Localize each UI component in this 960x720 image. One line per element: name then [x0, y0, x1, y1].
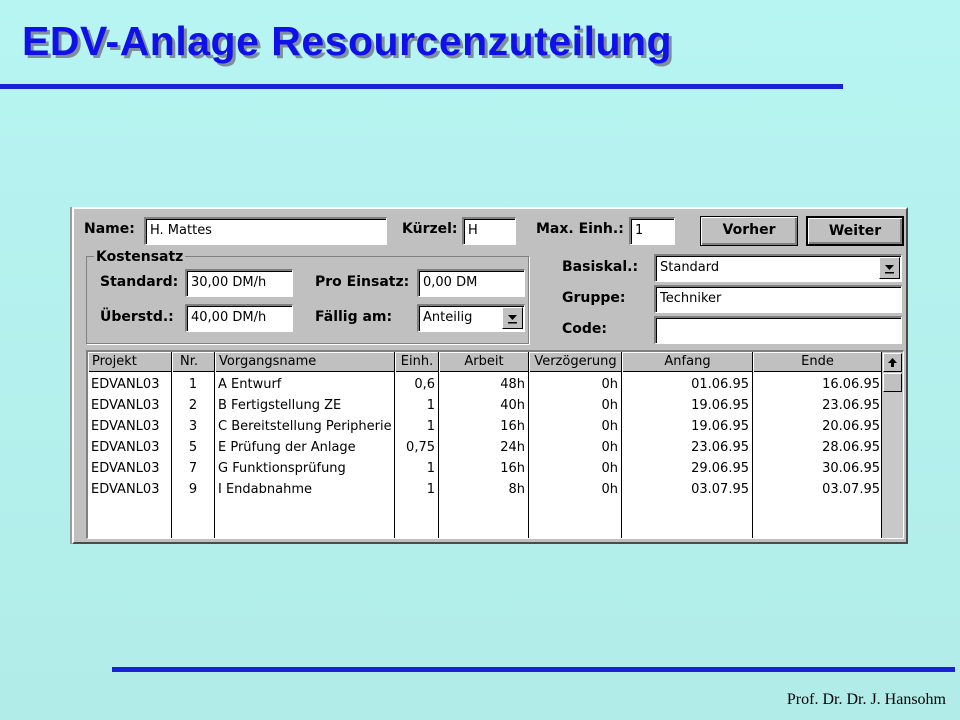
ueberstd-label: Überstd.: [100, 309, 174, 325]
basiskal-value: Standard [660, 260, 720, 275]
col-header-ende[interactable]: Ende [753, 352, 882, 372]
col-header-vorgangsname[interactable]: Vorgangsname [215, 352, 395, 372]
col-header-nr[interactable]: Nr. [172, 352, 215, 372]
cell-anfang: 19.06.95 [691, 398, 749, 413]
col-header-anfang[interactable]: Anfang [622, 352, 753, 372]
table-row[interactable] [88, 479, 882, 500]
cell-projekt: EDVANL03 [91, 461, 160, 476]
cell-ende: 30.06.95 [822, 461, 880, 476]
pro-einsatz-label: Pro Einsatz: [315, 274, 410, 290]
cell-projekt: EDVANL03 [91, 482, 160, 497]
cell-verzoegerung: 0h [601, 398, 618, 413]
cell-nr: 1 [188, 377, 198, 392]
col-header-projekt[interactable]: Projekt [88, 352, 172, 372]
code-field[interactable] [654, 316, 902, 344]
table-row[interactable] [88, 458, 882, 479]
gruppe-field[interactable]: Techniker [654, 285, 902, 313]
standard-label: Standard: [100, 274, 179, 290]
cell-vorgangsname: E Prüfung der Anlage [218, 440, 356, 455]
cell-nr: 9 [188, 482, 198, 497]
cell-anfang: 29.06.95 [691, 461, 749, 476]
faellig-label: Fällig am: [315, 309, 393, 325]
kostensatz-group-title: Kostensatz [96, 249, 184, 265]
cell-anfang: 03.07.95 [691, 482, 749, 497]
basiskal-combobox[interactable] [654, 254, 902, 282]
dropdown-arrow-icon[interactable] [502, 307, 523, 329]
cell-ende: 03.07.95 [822, 482, 880, 497]
standard-field[interactable]: 30,00 DM/h [185, 269, 293, 297]
cell-projekt: EDVANL03 [91, 419, 160, 434]
cell-nr: 3 [188, 419, 198, 434]
cell-verzoegerung: 0h [601, 482, 618, 497]
cell-einh: 1 [426, 419, 435, 434]
cell-projekt: EDVANL03 [91, 440, 160, 455]
ueberstd-field[interactable]: 40,00 DM/h [185, 304, 293, 332]
cell-arbeit: 16h [500, 419, 525, 434]
cell-anfang: 23.06.95 [691, 440, 749, 455]
table-row[interactable] [88, 437, 882, 458]
cell-einh: 1 [426, 398, 435, 413]
cell-arbeit: 8h [508, 482, 525, 497]
col-header-verzoegerung[interactable]: Verzögerung [529, 352, 622, 372]
cell-einh: 1 [426, 482, 435, 497]
cell-arbeit: 40h [500, 398, 525, 413]
table-row[interactable] [88, 416, 882, 437]
cell-ende: 23.06.95 [822, 398, 880, 413]
cell-anfang: 19.06.95 [691, 419, 749, 434]
cell-verzoegerung: 0h [601, 461, 618, 476]
cell-vorgangsname: I Endabnahme [218, 482, 312, 497]
faellig-value: Anteilig [423, 310, 473, 325]
resource-dialog [72, 207, 908, 544]
cell-arbeit: 16h [500, 461, 525, 476]
cell-ende: 28.06.95 [822, 440, 880, 455]
gruppe-label: Gruppe: [562, 290, 626, 306]
faellig-combobox[interactable] [417, 304, 525, 332]
cell-nr: 2 [188, 398, 198, 413]
cell-nr: 5 [188, 440, 198, 455]
cell-verzoegerung: 0h [601, 377, 618, 392]
scroll-thumb[interactable] [883, 373, 902, 392]
table-scrollbar[interactable] [881, 352, 903, 538]
scroll-up-arrow-icon[interactable] [883, 353, 902, 372]
cell-einh: 0,75 [406, 440, 435, 455]
cell-einh: 0,6 [414, 377, 435, 392]
assignment-table [86, 350, 904, 539]
basiskal-label: Basiskal.: [562, 259, 639, 275]
kuerzel-label: Kürzel: [402, 221, 458, 237]
cell-verzoegerung: 0h [601, 440, 618, 455]
cell-projekt: EDVANL03 [91, 398, 160, 413]
cell-verzoegerung: 0h [601, 419, 618, 434]
cell-arbeit: 24h [500, 440, 525, 455]
max-einh-label: Max. Einh.: [536, 221, 624, 237]
cell-vorgangsname: G Funktionsprüfung [218, 461, 346, 476]
title-underline [0, 84, 843, 89]
max-einh-field[interactable]: 1 [629, 217, 675, 245]
weiter-button[interactable]: Weiter [806, 216, 904, 246]
cell-vorgangsname: A Entwurf [218, 377, 282, 392]
name-field[interactable]: H. Mattes [144, 217, 387, 245]
table-row[interactable] [88, 395, 882, 416]
code-label: Code: [562, 321, 608, 337]
cell-vorgangsname: C Bereitstellung Peripherie [218, 419, 392, 434]
footer-rule [112, 667, 955, 672]
kuerzel-field[interactable]: H [462, 217, 516, 245]
slide-title: EDV-Anlage Resourcenzuteilung [22, 18, 673, 64]
pro-einsatz-field[interactable]: 0,00 DM [417, 269, 525, 297]
dropdown-arrow-icon[interactable] [879, 257, 900, 279]
table-header [88, 352, 882, 372]
table-row[interactable] [88, 374, 882, 395]
col-header-arbeit[interactable]: Arbeit [439, 352, 529, 372]
cell-ende: 20.06.95 [822, 419, 880, 434]
cell-anfang: 01.06.95 [691, 377, 749, 392]
col-header-einh[interactable]: Einh. [395, 352, 439, 372]
cell-ende: 16.06.95 [822, 377, 880, 392]
vorher-button[interactable]: Vorher [700, 216, 798, 246]
cell-arbeit: 48h [500, 377, 525, 392]
cell-nr: 7 [188, 461, 198, 476]
footer-author: Prof. Dr. Dr. J. Hansohm [786, 691, 946, 708]
name-label: Name: [84, 221, 135, 237]
cell-einh: 1 [426, 461, 435, 476]
cell-vorgangsname: B Fertigstellung ZE [218, 398, 342, 413]
cell-projekt: EDVANL03 [91, 377, 160, 392]
